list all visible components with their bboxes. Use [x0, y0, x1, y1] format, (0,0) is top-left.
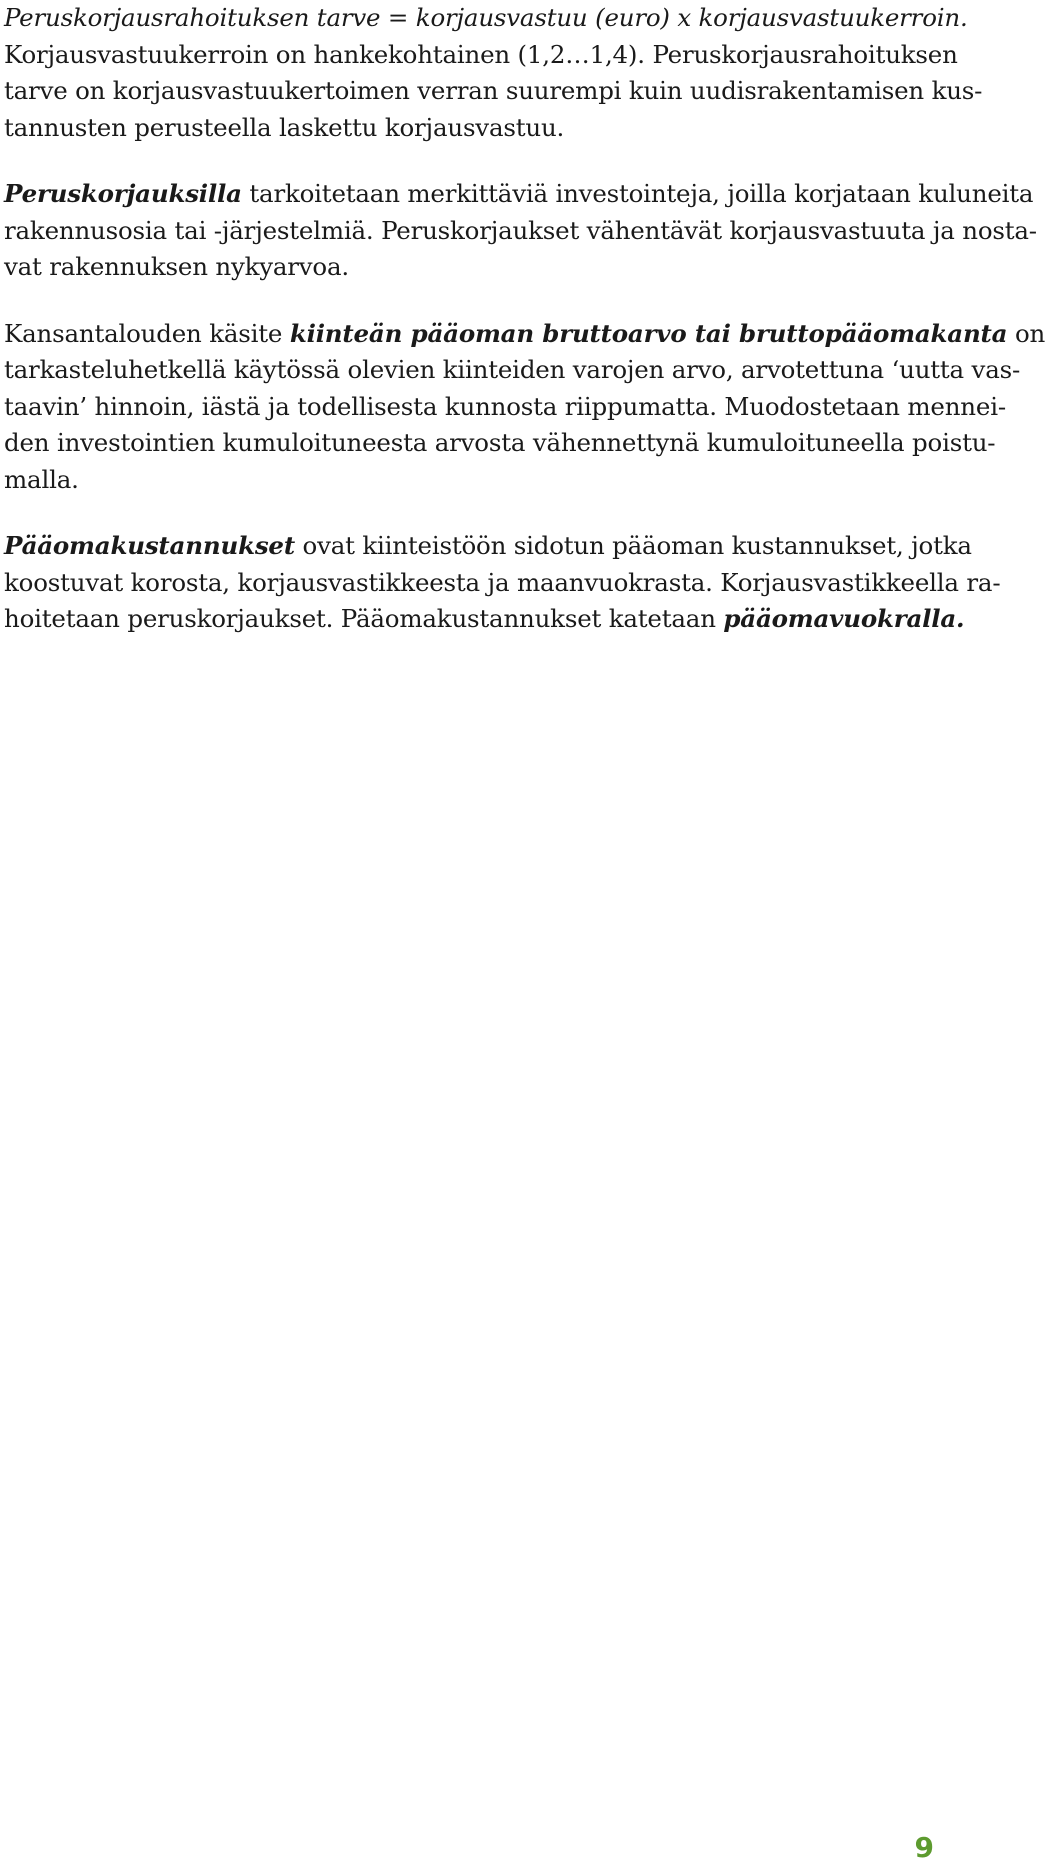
document-body	[4, 0, 1045, 668]
text-line	[4, 0, 968, 37]
text-line	[4, 316, 1045, 353]
text-run: tarkasteluhetkellä käytössä olevien kiinteiden varojen arvo, arvotettuna ‘uutta vas-	[4, 355, 1021, 384]
text-line	[4, 462, 952, 499]
text-run: den investointien kumuloituneesta arvosta vähennettynä kumuloituneella poistu-	[4, 428, 996, 457]
text-run: koostuvat korosta, korjausvastikkeesta ja maanvuokrasta. Korjausvastikkeella ra-	[4, 567, 1001, 597]
term-text: Peruskorjauksilla	[4, 179, 242, 208]
text-line	[4, 601, 965, 638]
paragraph-gross-capital-stock	[4, 316, 1045, 499]
text-run: rakennusosia tai -järjestelmiä. Peruskorjaukset vähentävät korjausvastuuta ja nosta-	[4, 215, 1037, 245]
paragraph-capital-costs	[4, 528, 1001, 638]
text-run: tarkoitetaan merkittäviä investointeja, joilla korjataan kuluneita	[241, 179, 1034, 208]
text-run: Korjausvastuukerroin on hankekohtainen (1,2…1,4). Peruskorjausrahoituksen	[4, 39, 958, 69]
term-text: pääomavuokralla.	[723, 604, 965, 633]
text-line	[4, 389, 1006, 426]
text-line	[4, 425, 996, 462]
text-run: on	[1007, 318, 1045, 348]
text-run: taavin’ hinnoin, iästä ja todellisesta kunnosta riippumatta. Muodostetaan mennei-	[4, 391, 1006, 421]
text-line	[4, 110, 952, 147]
text-line	[4, 565, 1001, 602]
text-run: ovat kiinteistöön sidotun pääoman kustannukset, jotka	[294, 531, 972, 560]
term-text: kiinteän pääoman bruttoarvo tai bruttopääomakanta	[289, 318, 1008, 348]
paragraph-repair-financing	[4, 0, 983, 146]
text-line	[4, 73, 983, 110]
text-line	[4, 213, 1037, 250]
text-run: tannusten perusteella laskettu korjausvastuu.	[4, 112, 565, 142]
term-text: Pääomakustannukset	[4, 531, 295, 560]
page-number: 9	[914, 1831, 934, 1864]
text-run: malla.	[4, 464, 79, 494]
paragraph-renovations	[4, 176, 1037, 286]
text-line	[4, 249, 952, 286]
text-run: vat rakennuksen nykyarvoa.	[4, 252, 349, 281]
text-run: hoitetaan peruskorjaukset. Pääomakustannukset katetaan	[4, 604, 724, 633]
text-line	[4, 352, 1021, 389]
formula-text: Peruskorjausrahoituksen tarve = korjausvastuu (euro) x korjausvastuukerroin.	[4, 3, 968, 32]
text-line	[4, 176, 1034, 213]
text-line	[4, 528, 972, 565]
text-line	[4, 37, 958, 74]
text-run: Kansantalouden käsite	[4, 318, 290, 348]
text-run: tarve on korjausvastuukertoimen verran suurempi kuin uudisrakentamisen kus-	[4, 76, 983, 105]
